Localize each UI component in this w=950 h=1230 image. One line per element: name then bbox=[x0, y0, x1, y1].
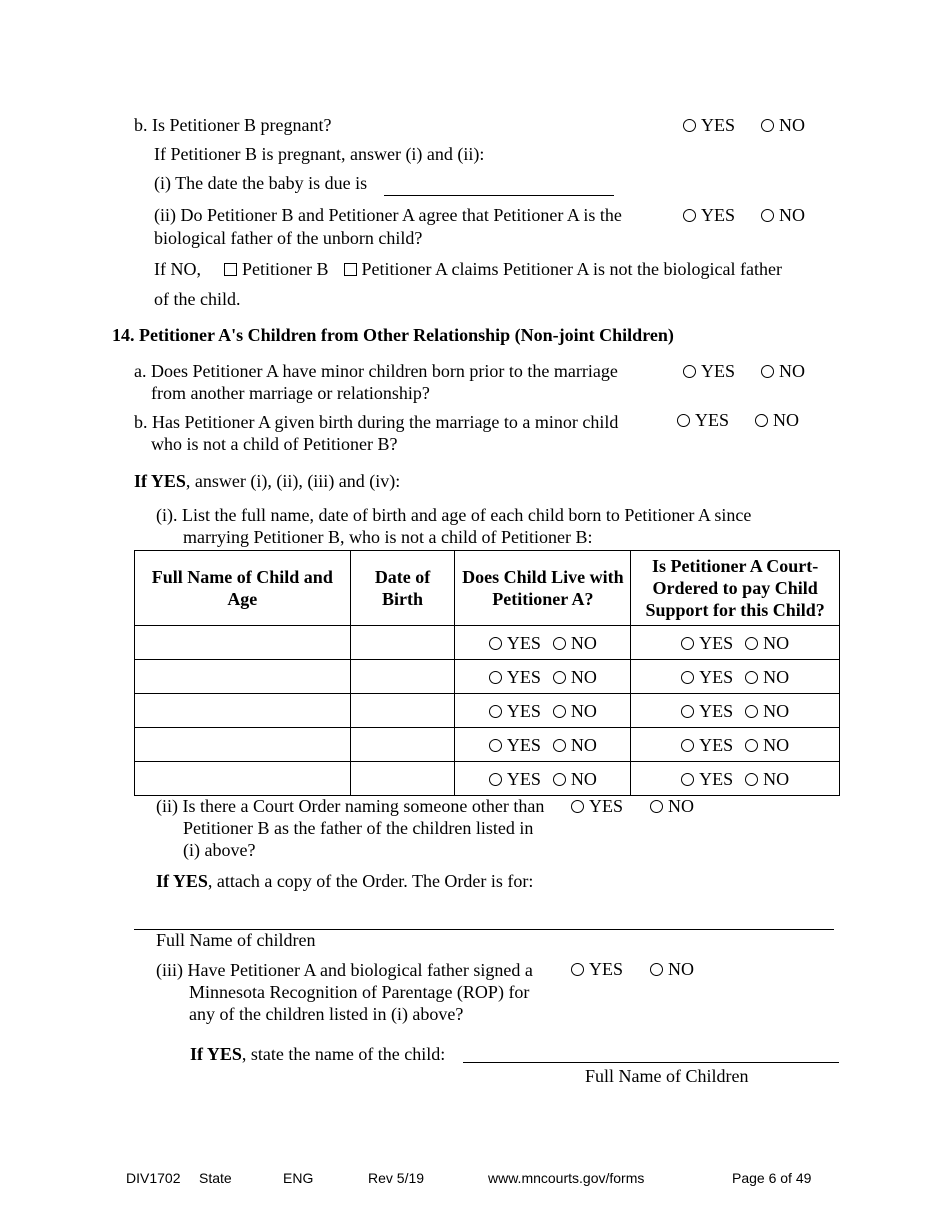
q-iii-line3: any of the children listed in (i) above? bbox=[189, 1004, 464, 1024]
footer-form-id: DIV1702 bbox=[126, 1170, 181, 1186]
radio-circle-icon bbox=[650, 800, 663, 813]
radio-circle-icon bbox=[489, 773, 502, 786]
lives-no-radio[interactable]: NO bbox=[553, 666, 597, 688]
if-yes-instruction: If YES, answer (i), (ii), (iii) and (iv): bbox=[134, 471, 401, 491]
list-instruction-line1: (i). List the full name, date of birth and age of each child born to Petitioner A since bbox=[156, 505, 752, 525]
header-lives-with: Does Child Live with Petitioner A? bbox=[455, 551, 631, 626]
radio-circle-icon bbox=[683, 365, 696, 378]
q-ii-no-radio[interactable]: NO bbox=[650, 795, 694, 817]
support-cell bbox=[631, 728, 840, 762]
child-name-cell[interactable] bbox=[135, 660, 351, 694]
radio-circle-icon bbox=[681, 739, 694, 752]
radio-circle-icon bbox=[553, 705, 566, 718]
support-cell bbox=[631, 694, 840, 728]
petitioner-a-checkbox[interactable]: Petitioner A claims Petitioner A is not the biological father bbox=[344, 259, 782, 279]
footer-revision: Rev 5/19 bbox=[368, 1170, 425, 1186]
list-instruction-line2: marrying Petitioner B, who is not a child of Petitioner B: bbox=[183, 527, 593, 547]
petitioner-b-checkbox[interactable]: Petitioner B bbox=[224, 259, 329, 279]
child-dob-cell[interactable] bbox=[350, 660, 455, 694]
lives-yes-radio[interactable]: YES bbox=[489, 700, 541, 722]
support-yes-radio[interactable]: YES bbox=[681, 768, 733, 790]
support-no-radio[interactable]: NO bbox=[745, 734, 789, 756]
radio-circle-icon bbox=[553, 739, 566, 752]
support-cell bbox=[631, 626, 840, 660]
radio-circle-icon bbox=[745, 773, 758, 786]
child-name-cell[interactable] bbox=[135, 626, 351, 660]
header-date-of-birth: Date of Birth bbox=[350, 551, 455, 626]
radio-circle-icon bbox=[681, 773, 694, 786]
rop-child-instruction: If YES, state the name of the child: bbox=[190, 1044, 446, 1064]
child-dob-cell[interactable] bbox=[350, 694, 455, 728]
radio-circle-icon bbox=[571, 963, 584, 976]
q13b-yes-radio[interactable]: YES bbox=[683, 114, 735, 136]
table-row bbox=[135, 728, 840, 762]
lives-with-cell bbox=[455, 728, 631, 762]
q-ii-line1: (ii) Is there a Court Order naming someone other than bbox=[156, 796, 545, 816]
q13b-ii-line1: (ii) Do Petitioner B and Petitioner A agree that Petitioner A is the bbox=[154, 205, 622, 225]
lives-no-radio[interactable]: NO bbox=[553, 700, 597, 722]
if-no-line2: of the child. bbox=[154, 289, 241, 309]
checkbox-icon bbox=[224, 263, 237, 276]
q13b-ii-no-radio[interactable]: NO bbox=[761, 204, 805, 226]
radio-circle-icon bbox=[755, 414, 768, 427]
lives-yes-radio[interactable]: YES bbox=[489, 666, 541, 688]
q14a-yes-radio[interactable]: YES bbox=[683, 360, 735, 382]
lives-yes-radio[interactable]: YES bbox=[489, 768, 541, 790]
support-yes-radio[interactable]: YES bbox=[681, 632, 733, 654]
q-ii-line2: Petitioner B as the father of the children listed in bbox=[183, 818, 534, 838]
support-no-radio[interactable]: NO bbox=[745, 632, 789, 654]
radio-circle-icon bbox=[745, 739, 758, 752]
order-children-caption: Full Name of children bbox=[156, 930, 316, 950]
radio-circle-icon bbox=[553, 671, 566, 684]
support-yes-radio[interactable]: YES bbox=[681, 700, 733, 722]
q-iii-yes-radio[interactable]: YES bbox=[571, 958, 623, 980]
lives-no-radio[interactable]: NO bbox=[553, 768, 597, 790]
header-full-name: Full Name of Child and Age bbox=[135, 551, 351, 626]
q-iii-line2: Minnesota Recognition of Parentage (ROP) for bbox=[189, 982, 530, 1002]
table-row bbox=[135, 694, 840, 728]
table-row bbox=[135, 626, 840, 660]
rop-child-field[interactable] bbox=[463, 1062, 839, 1063]
q14b-no-radio[interactable]: NO bbox=[755, 409, 799, 431]
child-name-cell[interactable] bbox=[135, 762, 351, 796]
child-dob-cell[interactable] bbox=[350, 762, 455, 796]
radio-circle-icon bbox=[681, 637, 694, 650]
radio-circle-icon bbox=[745, 705, 758, 718]
radio-circle-icon bbox=[489, 671, 502, 684]
lives-with-cell bbox=[455, 694, 631, 728]
lives-with-cell bbox=[455, 626, 631, 660]
lives-with-cell bbox=[455, 660, 631, 694]
radio-circle-icon bbox=[553, 637, 566, 650]
support-no-radio[interactable]: NO bbox=[745, 666, 789, 688]
footer-page-number: Page 6 of 49 bbox=[732, 1170, 812, 1186]
radio-circle-icon bbox=[683, 209, 696, 222]
radio-circle-icon bbox=[571, 800, 584, 813]
table-row bbox=[135, 762, 840, 796]
lives-yes-radio[interactable]: YES bbox=[489, 632, 541, 654]
radio-circle-icon bbox=[761, 365, 774, 378]
child-dob-cell[interactable] bbox=[350, 626, 455, 660]
support-no-radio[interactable]: NO bbox=[745, 700, 789, 722]
q-ii-yes-radio[interactable]: YES bbox=[571, 795, 623, 817]
child-name-cell[interactable] bbox=[135, 694, 351, 728]
q-iii-no-radio[interactable]: NO bbox=[650, 958, 694, 980]
radio-circle-icon bbox=[681, 705, 694, 718]
q13b-instruction: If Petitioner B is pregnant, answer (i) and (ii): bbox=[154, 144, 485, 164]
q14b-line1: b. Has Petitioner A given birth during the marriage to a minor child bbox=[134, 412, 619, 432]
radio-circle-icon bbox=[489, 705, 502, 718]
radio-circle-icon bbox=[761, 119, 774, 132]
q14b-line2: who is not a child of Petitioner B? bbox=[151, 434, 398, 454]
children-table bbox=[134, 550, 840, 796]
radio-circle-icon bbox=[683, 119, 696, 132]
q13b-no-radio[interactable]: NO bbox=[761, 114, 805, 136]
footer-url: www.mncourts.gov/forms bbox=[488, 1170, 645, 1186]
support-cell bbox=[631, 762, 840, 796]
section-14-heading: 14. Petitioner A's Children from Other Relationship (Non-joint Children) bbox=[112, 325, 674, 345]
lives-with-cell bbox=[455, 762, 631, 796]
table-row bbox=[135, 660, 840, 694]
radio-circle-icon bbox=[745, 637, 758, 650]
q13b-ii-yes-radio[interactable]: YES bbox=[683, 204, 735, 226]
footer-language: ENG bbox=[283, 1170, 314, 1186]
lives-no-radio[interactable]: NO bbox=[553, 632, 597, 654]
q14a-no-radio[interactable]: NO bbox=[761, 360, 805, 382]
lives-no-radio[interactable]: NO bbox=[553, 734, 597, 756]
checkbox-icon bbox=[344, 263, 357, 276]
q-iii-line1: (iii) Have Petitioner A and biological father signed a bbox=[156, 960, 533, 980]
lives-yes-radio[interactable]: YES bbox=[489, 734, 541, 756]
radio-circle-icon bbox=[745, 671, 758, 684]
child-name-cell[interactable] bbox=[135, 728, 351, 762]
if-no-line bbox=[154, 258, 782, 280]
child-dob-cell[interactable] bbox=[350, 728, 455, 762]
q14a-line2: from another marriage or relationship? bbox=[151, 383, 430, 403]
q-ii-line3: (i) above? bbox=[183, 840, 256, 860]
support-no-radio[interactable]: NO bbox=[745, 768, 789, 790]
q13b-ii-line2: biological father of the unborn child? bbox=[154, 228, 423, 248]
support-yes-radio[interactable]: YES bbox=[681, 734, 733, 756]
rop-child-caption: Full Name of Children bbox=[585, 1066, 749, 1086]
due-date-label: (i) The date the baby is due is bbox=[154, 173, 368, 193]
radio-circle-icon bbox=[677, 414, 690, 427]
support-yes-radio[interactable]: YES bbox=[681, 666, 733, 688]
support-cell bbox=[631, 660, 840, 694]
if-no-label: If NO, bbox=[154, 259, 201, 279]
radio-circle-icon bbox=[553, 773, 566, 786]
header-court-ordered: Is Petitioner A Court- Ordered to pay Child Support for this Child? bbox=[631, 551, 840, 626]
q13b-question: b. Is Petitioner B pregnant? bbox=[134, 115, 332, 135]
q14b-yes-radio[interactable]: YES bbox=[677, 409, 729, 431]
footer-jurisdiction: State bbox=[199, 1170, 232, 1186]
q14a-line1: a. Does Petitioner A have minor children born prior to the marriage bbox=[134, 361, 618, 381]
radio-circle-icon bbox=[650, 963, 663, 976]
radio-circle-icon bbox=[489, 739, 502, 752]
radio-circle-icon bbox=[489, 637, 502, 650]
due-date-field[interactable] bbox=[384, 195, 614, 196]
radio-circle-icon bbox=[681, 671, 694, 684]
order-instruction: If YES, attach a copy of the Order. The Order is for: bbox=[156, 871, 534, 891]
radio-circle-icon bbox=[761, 209, 774, 222]
